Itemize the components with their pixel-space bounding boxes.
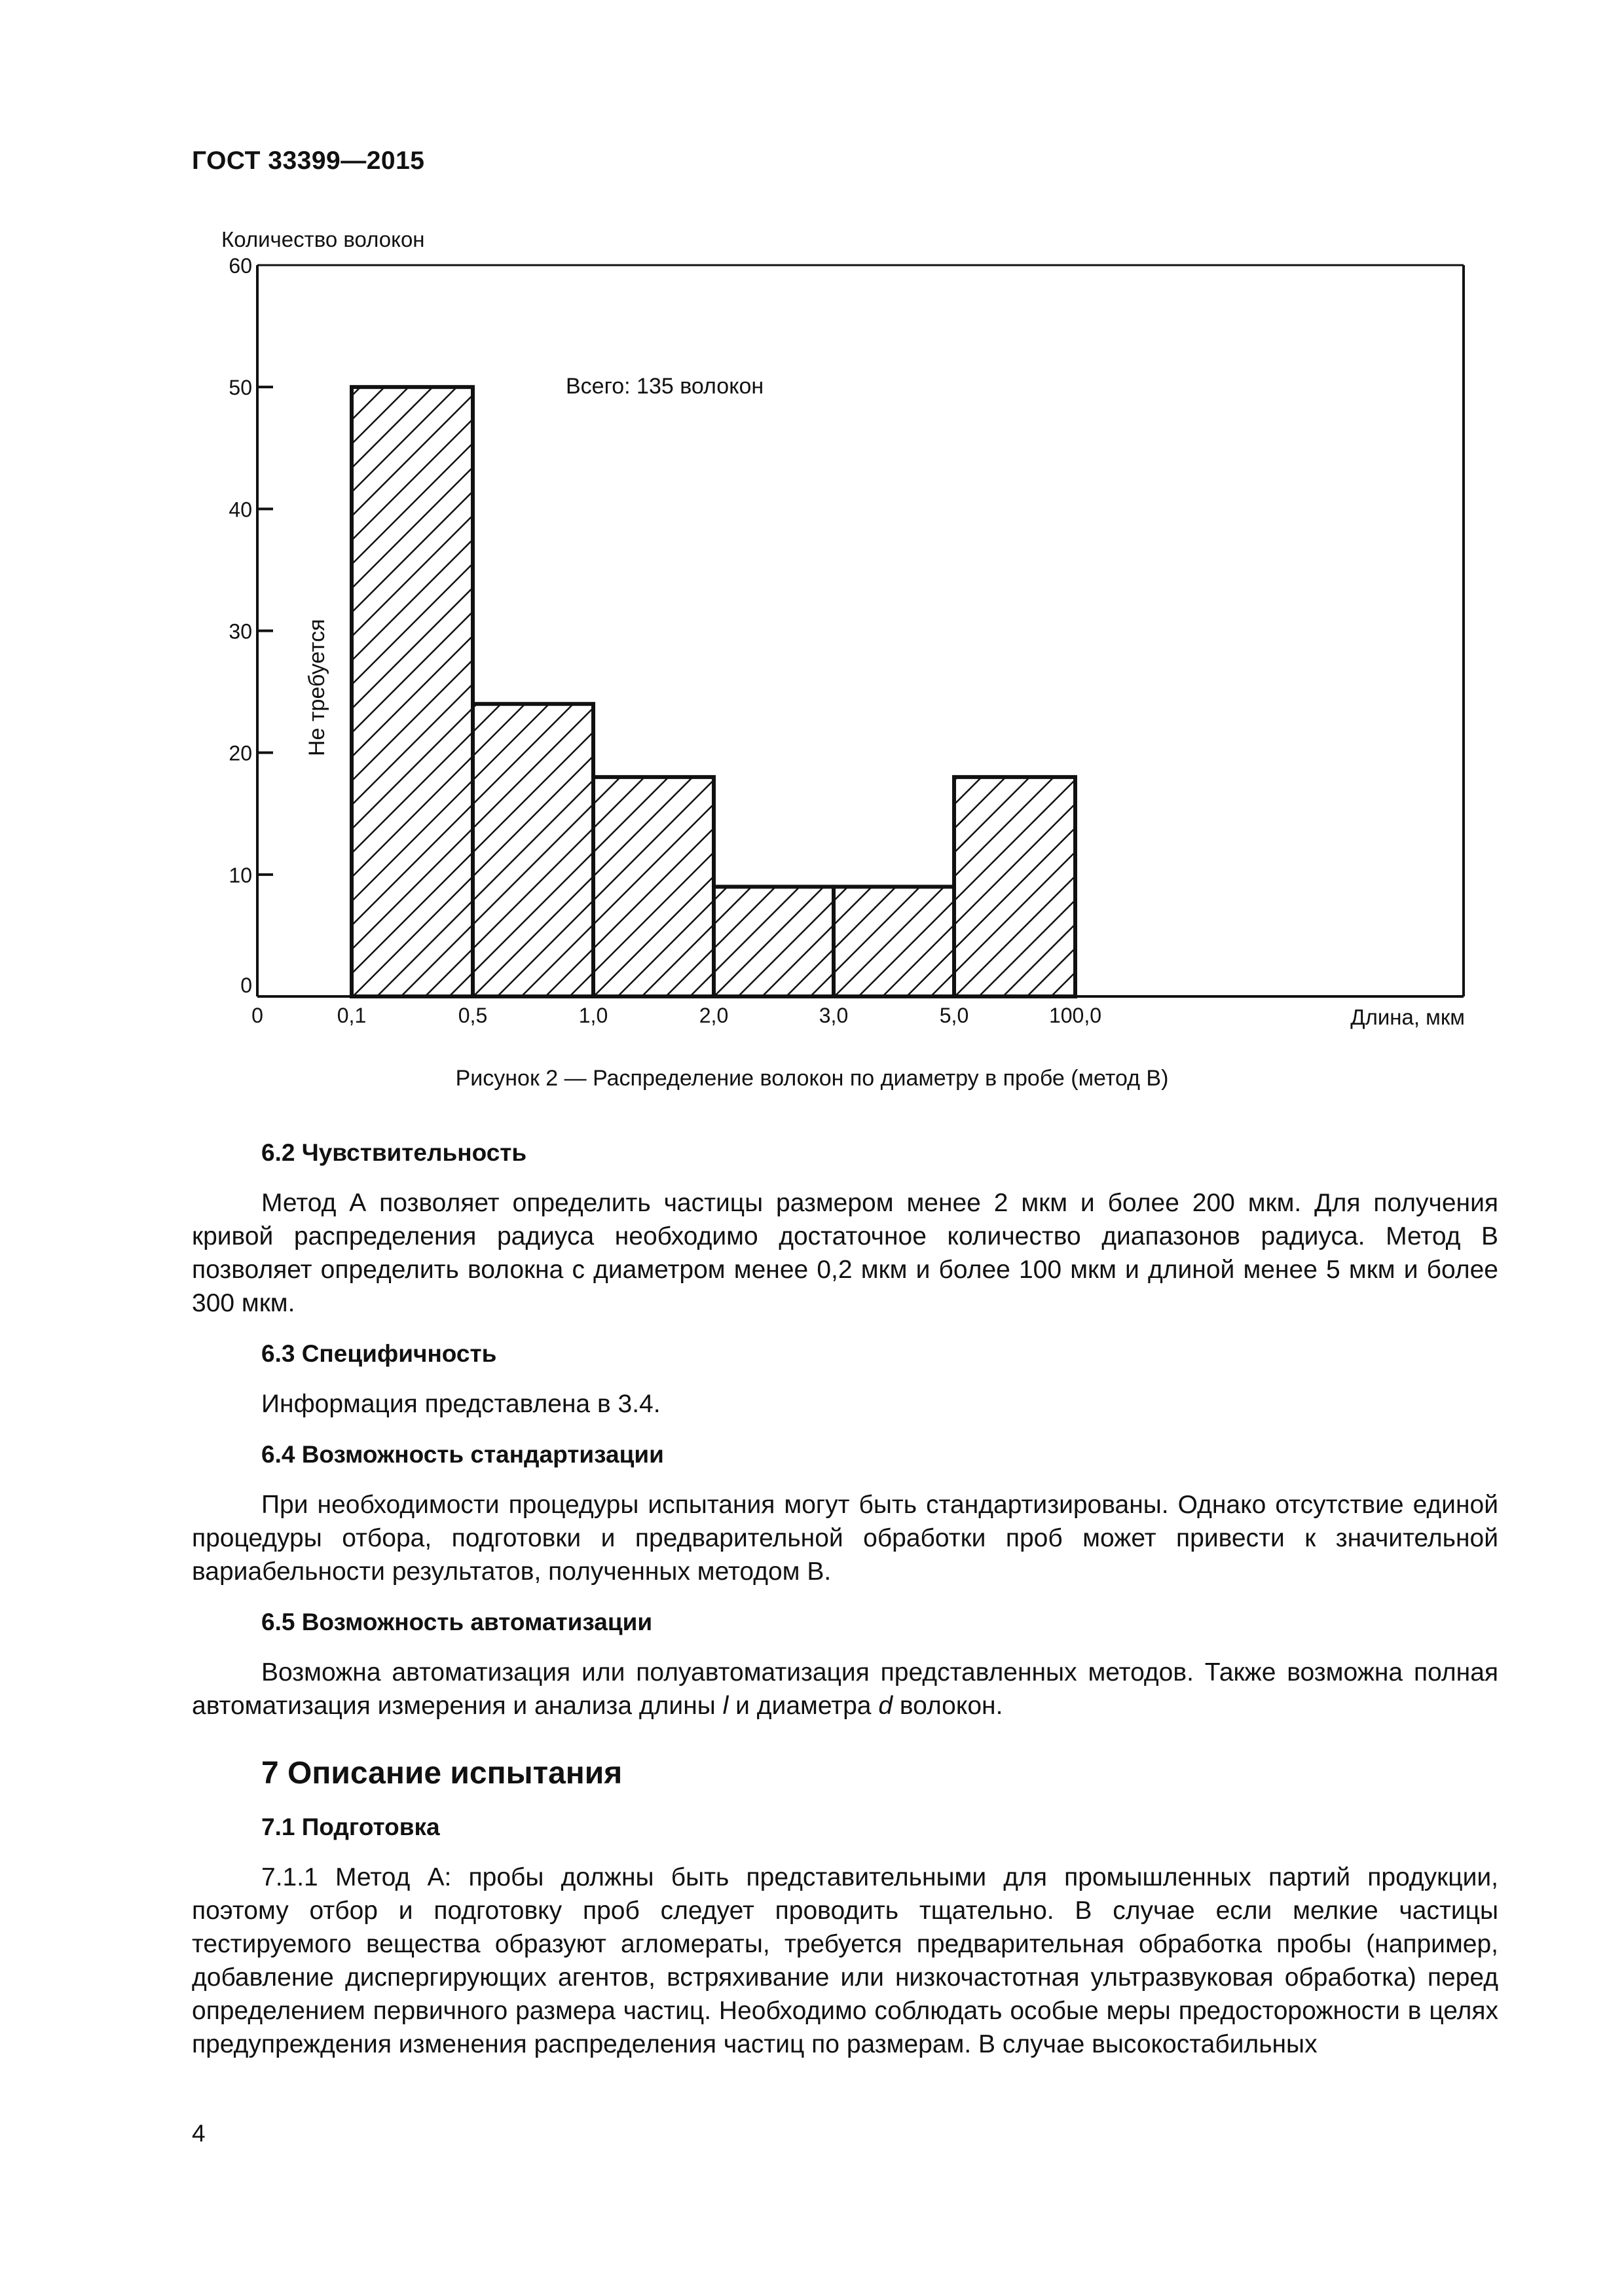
histogram-bar (834, 886, 954, 996)
y-tick-label: 40 (229, 498, 252, 522)
histogram-bar (954, 777, 1075, 996)
y-tick-label: 50 (229, 376, 252, 400)
section-6-3-paragraph: Информация представлена в 3.4. (261, 1390, 661, 1418)
x-tick-label: 2,0 (699, 1004, 729, 1027)
x-tick-label: 3,0 (819, 1004, 849, 1027)
section-6-4-paragraph: При необходимости процедуры испытания могут быть стандартизированы. Однако отсутствие единой процедуры отбора, подготовки и предварительной обработки проб может привести к значительной вариабельности результатов, полученных методом В. (192, 1491, 1498, 1586)
histogram-figure (0, 0, 1624, 1113)
figure-caption: Рисунок 2 — Распределение волокон по диаметру в пробе (метод В) (455, 1066, 1169, 1091)
section-6-5-paragraph (192, 1656, 1498, 1722)
length-variable: l (722, 1692, 729, 1720)
section-6-2-paragraph: Метод А позволяет определить частицы размером менее 2 мкм и более 200 мкм. Для получения кривой распределения радиуса необходимо достаточное количество диапазонов радиуса. Метод В позволяет определить волокна с диаметром менее 0,2 мкм и более 100 мкм и длиной менее 5 мкм и более 300 мкм. (192, 1189, 1498, 1317)
section-6-5-title: 6.5 Возможность автоматизации (261, 1609, 653, 1635)
y-tick-label: 30 (229, 619, 252, 644)
section-6-5-text-a: Возможна автоматизация или полуавтоматизация представленных методов. Также возможна полная автоматизация измерения и анализа длины (192, 1658, 1498, 1720)
document-header: ГОСТ 33399—2015 (192, 147, 425, 175)
section-7-1-1-paragraph: 7.1.1 Метод А: пробы должны быть представительными для промышленных партий продукции, поэтому отбор и подготовку проб следует проводить тщательно. В случае если мелкие частицы тестируемого вещества образуют агломераты, требуется предварительная обработка пробы (например, добавление диспергирующих агентов, встряхивание или низкочастотная ультразвуковая обработка) перед определением первичного размера частиц. Необходимо соблюдать особые меры предосторожности в целях предупреждения изменения распределения частиц по размерам. В случае высокостабильных (192, 1863, 1498, 2058)
histogram-bar (593, 777, 714, 996)
section-6-5-text-c: волокон. (899, 1692, 1003, 1720)
x-tick-label: 0,5 (458, 1004, 488, 1027)
plot-layer (229, 254, 1464, 1027)
histogram-bar (352, 387, 473, 996)
x-tick-label: 0 (251, 1004, 263, 1027)
y-axis-label: Количество волокон (221, 227, 425, 251)
histogram-bar (714, 886, 834, 996)
x-tick-label: 100,0 (1048, 1004, 1102, 1027)
not-required-annotation: Не требуется (304, 619, 329, 756)
diameter-variable: d (878, 1692, 893, 1720)
y-tick-label: 0 (240, 974, 252, 997)
x-tick-label: 0,1 (337, 1004, 367, 1027)
section-7-title: 7 Описание испытания (261, 1756, 623, 1791)
section-7-1-title: 7.1 Подготовка (261, 1813, 440, 1840)
section-6-4-title: 6.4 Возможность стандартизации (261, 1441, 664, 1468)
y-tick-label: 60 (229, 254, 252, 278)
x-axis-label: Длина, мкм (1350, 1005, 1465, 1029)
x-tick-label: 5,0 (939, 1004, 969, 1027)
y-tick-label: 20 (229, 741, 252, 765)
y-tick-label: 10 (229, 863, 252, 887)
section-6-3-title: 6.3 Специфичность (261, 1340, 497, 1367)
section-6-5-text-b: и диаметра (735, 1692, 872, 1720)
body-text (192, 1136, 1498, 2061)
x-tick-label: 1,0 (578, 1004, 608, 1027)
histogram-bar (473, 704, 593, 996)
page-number: 4 (192, 2120, 206, 2147)
section-6-2-title: 6.2 Чувствительность (261, 1139, 527, 1166)
total-annotation: Всего: 135 волокон (566, 374, 764, 399)
histogram-chart (0, 0, 1624, 1113)
